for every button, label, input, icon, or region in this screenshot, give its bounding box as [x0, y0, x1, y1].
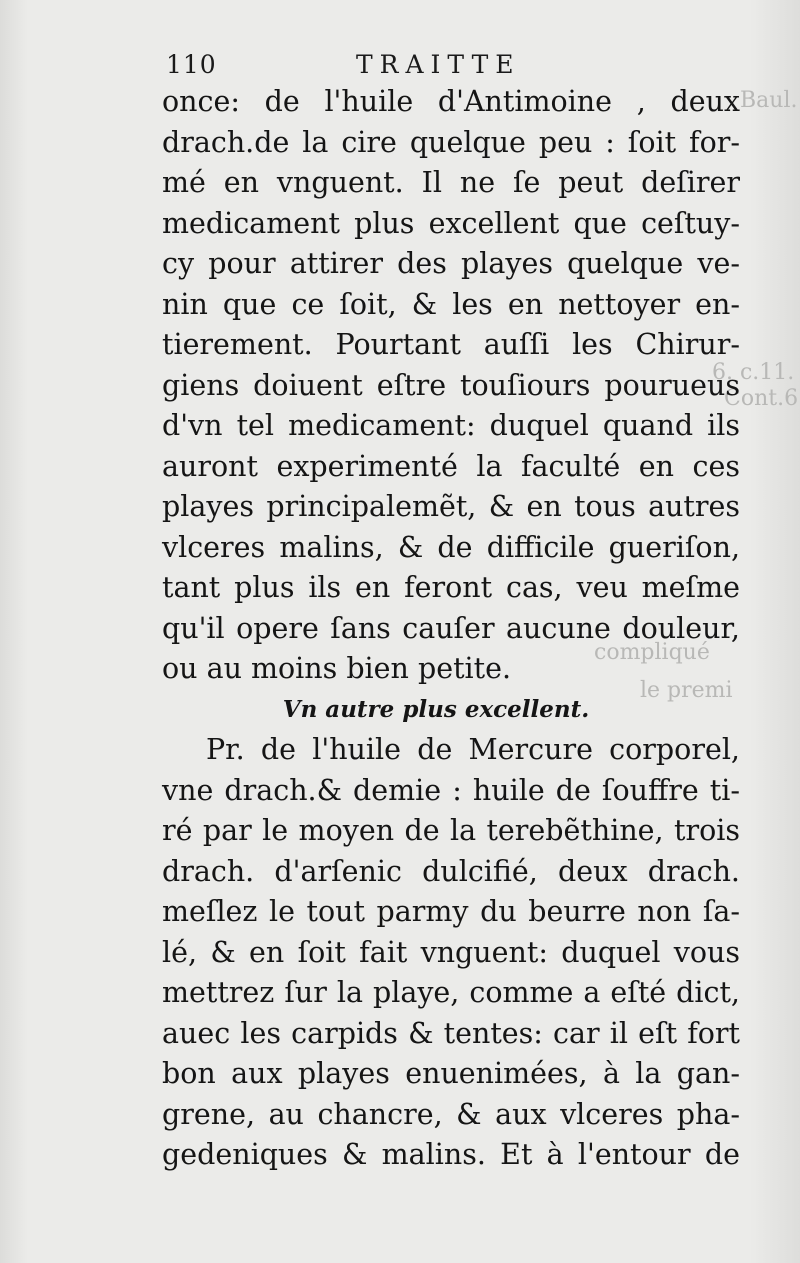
- text-line: mettrez ſur la playe, comme a eſté dict,: [162, 976, 740, 1009]
- page-header: [166, 50, 736, 82]
- show-through-text: Baul.: [740, 88, 798, 113]
- text-line: medicament plus excellent que ceſtuy-: [162, 206, 740, 240]
- text-line: vlceres malins, & de difficile gueriſon,: [162, 530, 740, 564]
- text-line: tant plus ils en feront cas, veu meſme: [162, 571, 740, 604]
- text-line: drach. d'arſenic dulcifié, deux drach.: [162, 854, 740, 888]
- page-number: 110: [166, 50, 217, 79]
- left-page-edge: [0, 0, 28, 1263]
- text-line: giens doiuent eſtre touſiours pourueus: [162, 368, 740, 402]
- show-through-text: 6. c.11.: [712, 360, 795, 385]
- text-line: ré par le moyen de la terebẽthine, trois: [162, 814, 740, 847]
- section-title: Vn autre plus excellent.: [282, 695, 590, 723]
- show-through-text: Cont.6: [724, 386, 799, 411]
- show-through-text: le premi: [640, 678, 733, 703]
- text-line: tierement. Pourtant auſſi les Chirur-: [162, 328, 740, 361]
- text-line: once: de l'huile d'Antimoine , deux: [162, 85, 740, 118]
- text-line: drach.de la cire quelque peu : ſoit for-: [162, 125, 740, 159]
- text-line: auront experimenté la faculté en ces: [162, 449, 740, 483]
- text-line: gedeniques & malins. Et à l'entour de: [162, 1138, 740, 1171]
- text-line: qu'il opere ſans cauſer aucune douleur,: [162, 611, 740, 645]
- show-through-text: compliqué: [594, 640, 710, 665]
- text-line: lé, & en ſoit fait vnguent: duquel vous: [162, 935, 740, 969]
- text-line: bon aux playes enuenimées, à la gan-: [162, 1057, 740, 1090]
- text-line: playes principalemẽt, & en tous autres: [162, 490, 740, 523]
- text-line: nin que ce ſoit, & les en nettoyer en-: [162, 287, 740, 321]
- text-line: Pr. de l'huile de Mercure corporel,: [206, 733, 740, 766]
- body-text: [162, 82, 740, 1176]
- text-line: d'vn tel medicament: duquel quand ils: [162, 409, 740, 442]
- text-line: auec les carpids & tentes: car il eſt fort: [162, 1016, 740, 1050]
- text-line: grene, au chancre, & aux vlceres pha-: [162, 1097, 740, 1131]
- right-page-edge: [750, 0, 800, 1263]
- text-line: ou au moins bien petite.: [162, 652, 512, 685]
- text-line: meſlez le tout parmy du beurre non ſa-: [162, 895, 740, 928]
- text-line: vne drach.& demie : huile de ſouffre ti-: [162, 773, 740, 807]
- running-head: TRAITTE: [356, 50, 521, 79]
- text-line: cy pour attirer des playes quelque ve-: [162, 247, 740, 280]
- text-line: mé en vnguent. Il ne ſe peut deſirer: [162, 166, 740, 199]
